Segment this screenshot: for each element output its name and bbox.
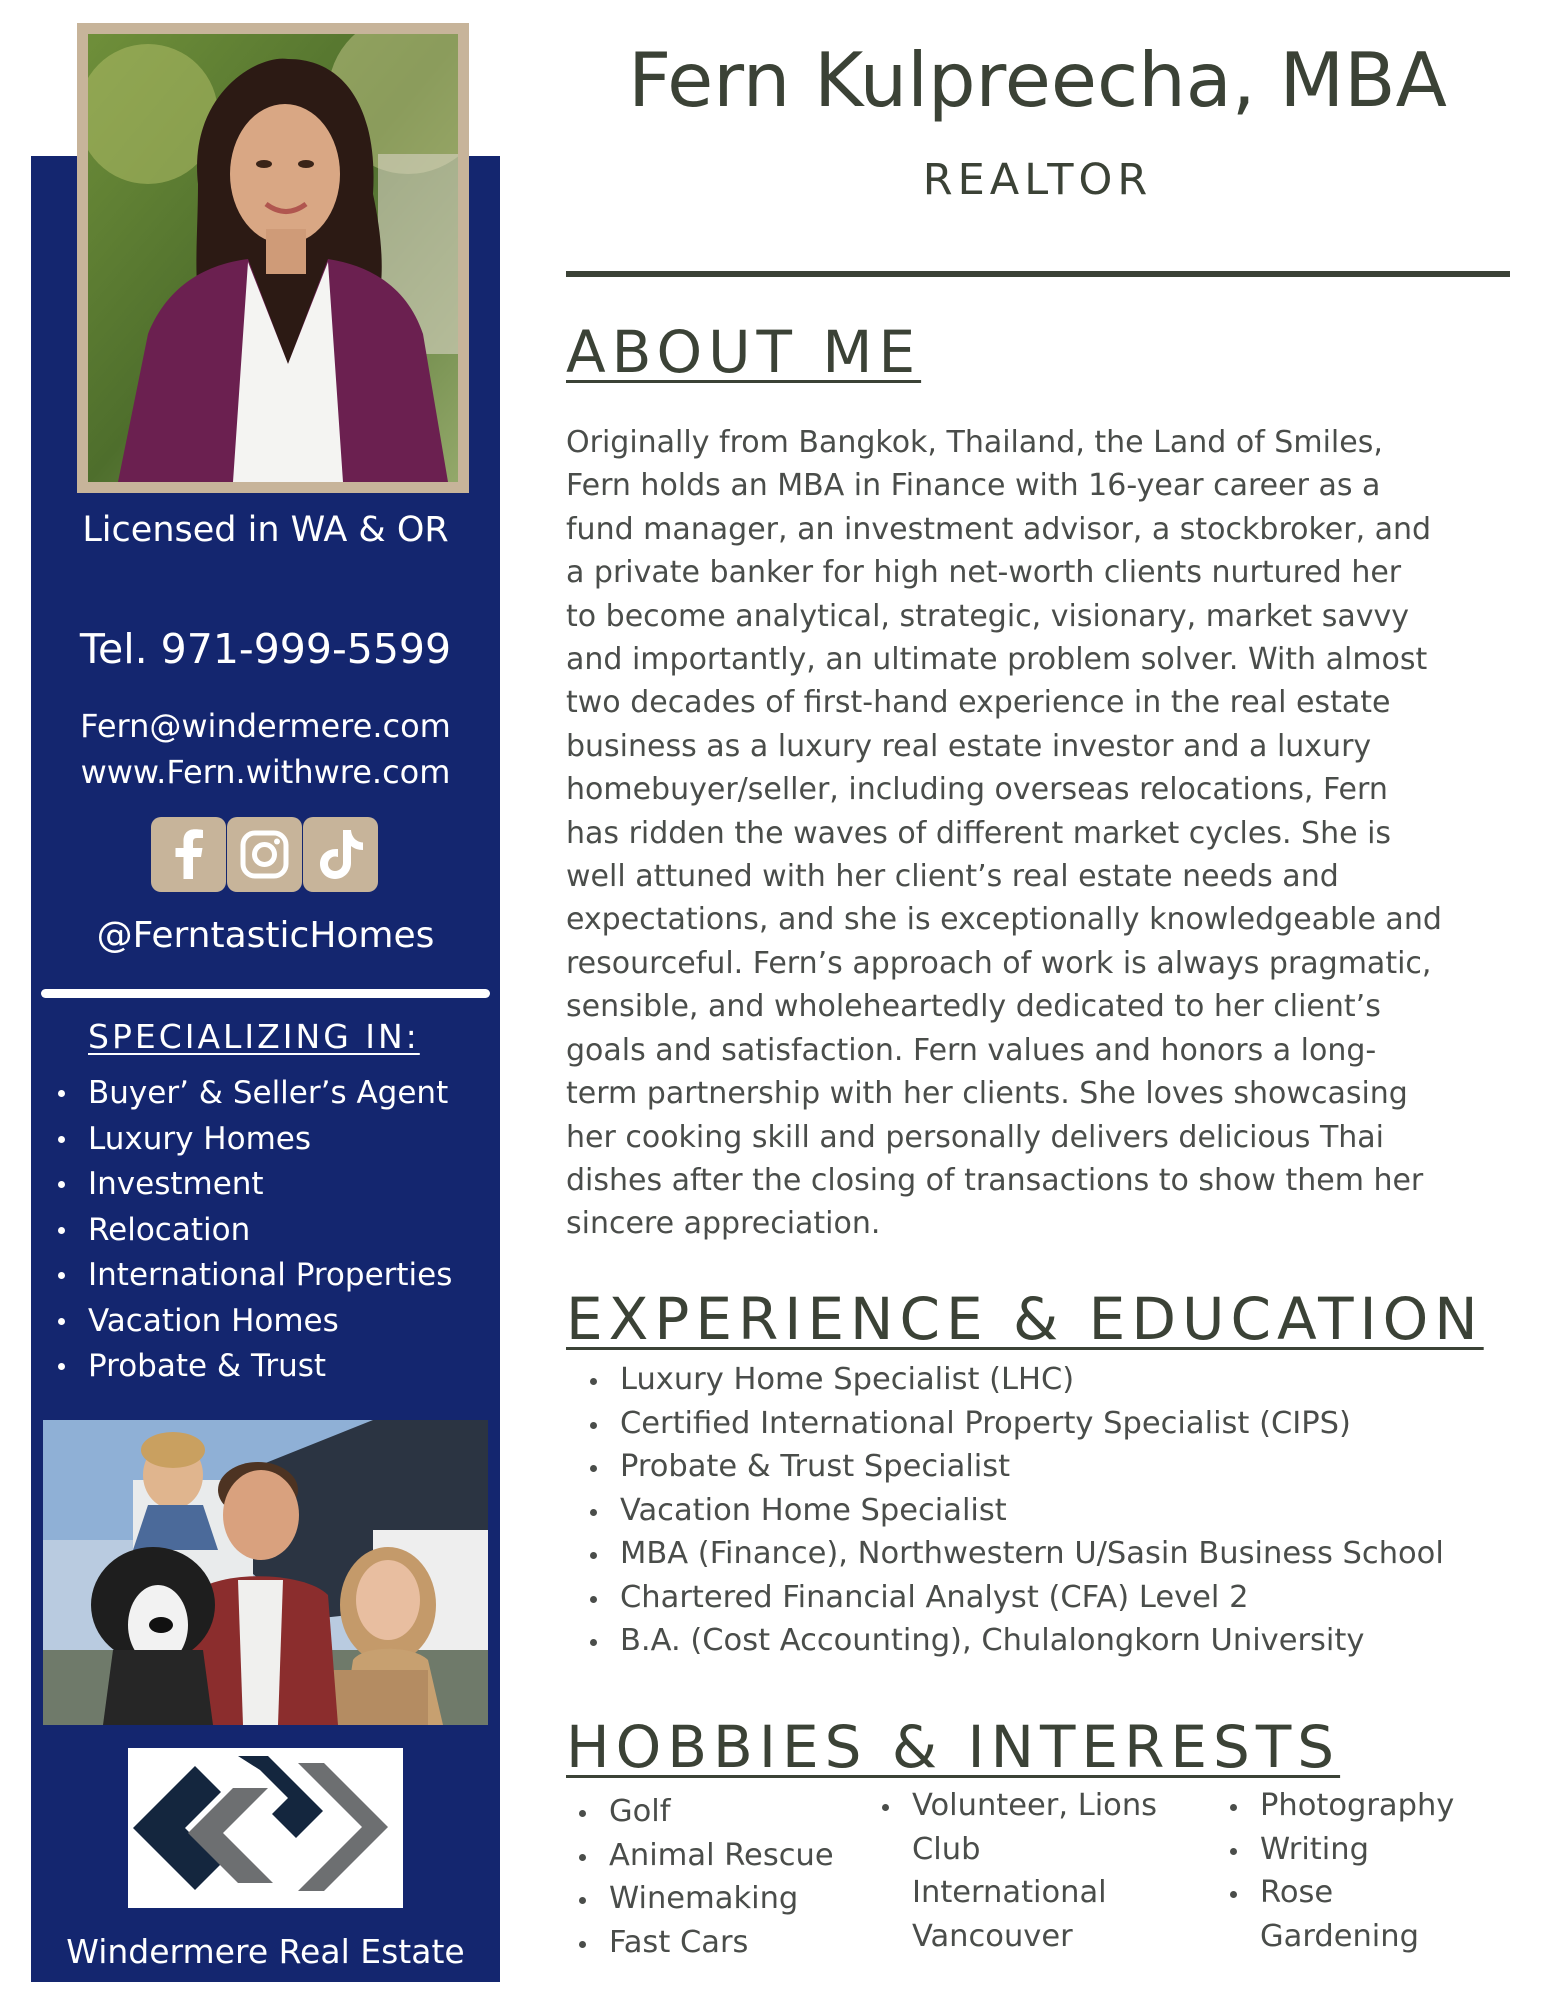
list-item-continued [878,1828,1157,1872]
list-item: B.A. (Cost Accounting), Chulalongkorn University [586,1619,1444,1663]
about-line: has ridden the waves of different market cycles. She is [566,815,1392,851]
profile-photo-frame [77,23,469,493]
list-item: Certified International Property Specialist (CIPS) [586,1402,1444,1446]
facebook-icon[interactable] [151,817,226,892]
list-item: Investment [56,1162,452,1208]
list-item: Probate & Trust [56,1344,452,1390]
about-text [566,421,1521,1246]
about-line: resourceful. Fern’s approach of work is always pragmatic, [566,945,1432,981]
specializing-title: SPECIALIZING IN: [88,1017,420,1056]
list-item: Writing [1226,1828,1454,1872]
list-item: Vacation Homes [56,1299,452,1345]
list-item: Chartered Financial Analyst (CFA) Level 2 [586,1576,1444,1620]
hobbies-heading: HOBBIES & INTERESTS [566,1713,1341,1781]
about-line: a private banker for high net-worth clients nurtured her [566,555,1402,591]
list-item-continued: Gardening [1260,1918,1419,1954]
list-item-continued [878,1871,1157,1915]
hobbies-col-3 [1226,1784,1454,1958]
family-photo [43,1420,488,1725]
about-line: Fern holds an MBA in Finance with 16-year career as a [566,468,1381,504]
instagram-icon[interactable] [227,817,302,892]
list-item: International Properties [56,1253,452,1299]
about-line: and importantly, an ultimate problem solver. With almost [566,642,1428,678]
company-name: Windermere Real Estate [66,1932,465,1971]
list-item: MBA (Finance), Northwestern U/Sasin Business School [586,1532,1444,1576]
list-item-text: International [912,1875,1107,1910]
about-line: business as a luxury real estate investor and a luxury [566,728,1372,764]
about-line: her cooking skill and personally delivers delicious Thai [566,1119,1385,1155]
experience-heading: EXPERIENCE & EDUCATION [566,1285,1484,1353]
email-link[interactable]: Fern@windermere.com [80,707,451,745]
social-handle[interactable]: @FerntasticHomes [96,915,435,956]
list-item [878,1784,1157,1828]
list-item-text: Club [912,1831,981,1867]
list-item: Golf [575,1790,834,1834]
phone-number[interactable]: Tel. 971-999-5599 [79,625,452,673]
about-heading: ABOUT ME [566,318,922,386]
about-line: fund manager, an investment advisor, a stockbroker, and [566,511,1432,547]
list-item: Buyer’ & Seller’s Agent [56,1071,452,1117]
about-line: term partnership with her clients. She loves showcasing [566,1076,1408,1112]
list-item: Probate & Trust Specialist [586,1445,1444,1489]
header-divider [566,271,1510,277]
about-line: homebuyer/seller, including overseas relocations, Fern [566,772,1388,808]
license-info: Licensed in WA & OR [82,510,449,550]
list-item-continued [878,1915,1157,1959]
list-item: Luxury Home Specialist (LHC) [586,1358,1444,1402]
list-item: Photography [1226,1784,1454,1828]
tiktok-icon[interactable] [303,817,378,892]
agent-role: REALTOR [922,155,1153,205]
hobbies-col-2 [878,1784,1157,1958]
about-line: two decades of first-hand experience in the real estate [566,685,1391,721]
profile-photo [88,34,458,482]
website-link[interactable]: www.Fern.withwre.com [80,753,451,791]
list-item: Rose [1226,1871,1454,1915]
list-item-text: Volunteer, Lions [912,1788,1158,1823]
windermere-logo [128,1748,403,1908]
about-line: well attuned with her client’s real estate needs and [566,859,1339,895]
agent-name: Fern Kulpreecha, MBA [628,36,1447,124]
about-line: sensible, and wholeheartedly dedicated to her client’s [566,989,1381,1025]
about-line: to become analytical, strategic, visionary, market savvy [566,598,1409,634]
specializing-list [56,1071,452,1390]
about-line: dishes after the closing of transactions to show them her [566,1162,1424,1198]
list-item: Vacation Home Specialist [586,1489,1444,1533]
hobbies-col-1 [575,1790,834,1964]
about-line: expectations, and she is exceptionally knowledgeable and [566,902,1442,938]
list-item: Fast Cars [575,1921,834,1965]
about-line: Originally from Bangkok, Thailand, the Land of Smiles, [566,425,1383,460]
list-item-text: Vancouver [912,1918,1073,1954]
experience-list [586,1358,1444,1663]
about-line: goals and satisfaction. Fern values and honors a long- [566,1032,1377,1068]
list-item: Winemaking [575,1877,834,1921]
about-line: sincere appreciation. [566,1206,881,1242]
list-item: Animal Rescue [575,1834,834,1878]
list-item: Luxury Homes [56,1117,452,1163]
sidebar-divider [41,989,490,998]
list-item: Relocation [56,1208,452,1254]
